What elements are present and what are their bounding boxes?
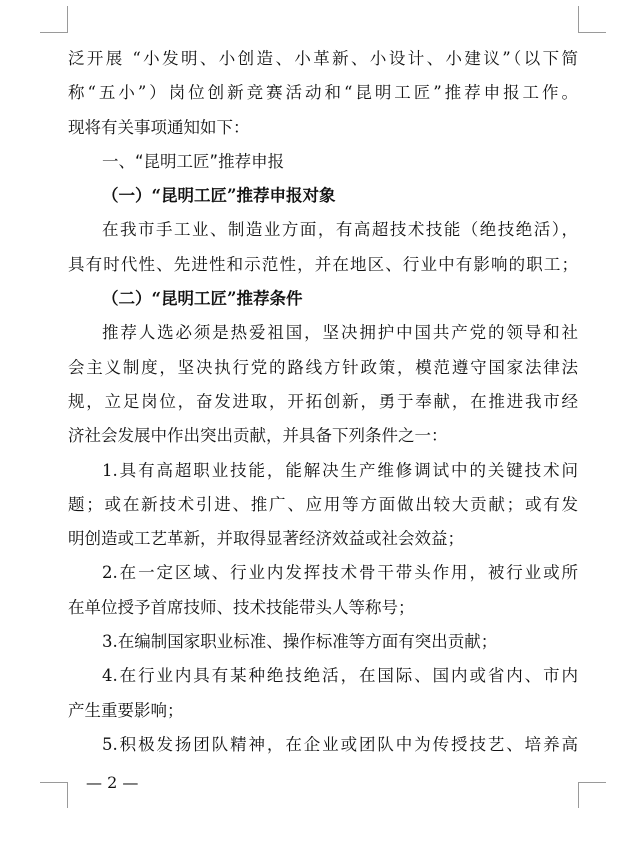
crop-mark bbox=[40, 32, 68, 33]
list-item: 2.在一定区域、行业内发挥技术骨干带头作用，被行业或所 bbox=[102, 563, 578, 583]
list-item: 1.具有高超职业技能，能解决生产维修调试中的关键技术问 bbox=[102, 460, 578, 480]
crop-mark bbox=[40, 782, 68, 783]
text-line: 规，立足岗位，奋发进取，开拓创新，勇于奉献，在推进我市经 bbox=[68, 391, 578, 411]
page-number: — 2 — bbox=[86, 773, 139, 792]
subsection-heading: （二）“昆明工匠”推荐条件 bbox=[102, 289, 303, 309]
text-line: 产生重要影响； bbox=[68, 700, 184, 720]
crop-mark bbox=[578, 782, 579, 808]
list-item: 4.在行业内具有某种绝技绝活，在国际、国内或省内、市内 bbox=[102, 666, 578, 686]
text-line: 在单位授予首席技师、技术技能带头人等称号； bbox=[68, 597, 415, 617]
crop-mark bbox=[67, 782, 68, 808]
crop-mark bbox=[578, 32, 606, 33]
text-line: 具有时代性、先进性和示范性，并在地区、行业中有影响的职工； bbox=[68, 254, 578, 274]
text-line: 在我市手工业、制造业方面，有高超技术技能（绝技绝活）， bbox=[102, 220, 578, 240]
subsection-heading: （一）“昆明工匠”推荐申报对象 bbox=[102, 186, 336, 206]
text-line: 明创造或工艺革新，并取得显著经济效益或社会效益； bbox=[68, 529, 464, 549]
crop-mark bbox=[67, 6, 68, 32]
text-line: 会主义制度，坚决执行党的路线方针政策，模范遵守国家法律法 bbox=[68, 357, 578, 377]
document-body bbox=[68, 42, 578, 762]
text-line: 称“五小”）岗位创新竞赛活动和“昆明工匠”推荐申报工作。 bbox=[68, 83, 578, 103]
text-line: 济社会发展中作出突出贡献，并具备下列条件之一： bbox=[68, 426, 448, 446]
text-line: 现将有关事项通知如下： bbox=[68, 117, 250, 137]
crop-mark bbox=[578, 6, 579, 32]
text-line: 推荐人选必须是热爱祖国，坚决拥护中国共产党的领导和社 bbox=[102, 323, 578, 343]
list-item: 3.在编制国家职业标准、操作标准等方面有突出贡献； bbox=[102, 632, 498, 652]
text-line: 题；或在新技术引进、推广、应用等方面做出较大贡献；或有发 bbox=[68, 494, 578, 514]
crop-mark bbox=[578, 782, 606, 783]
list-item: 5.积极发扬团队精神，在企业或团队中为传授技艺、培养高 bbox=[102, 734, 578, 754]
section-heading: 一、“昆明工匠”推荐申报 bbox=[102, 151, 285, 171]
text-line: 泛开展 “小发明、小创造、小革新、小设计、小建议”（以下简 bbox=[68, 49, 578, 68]
